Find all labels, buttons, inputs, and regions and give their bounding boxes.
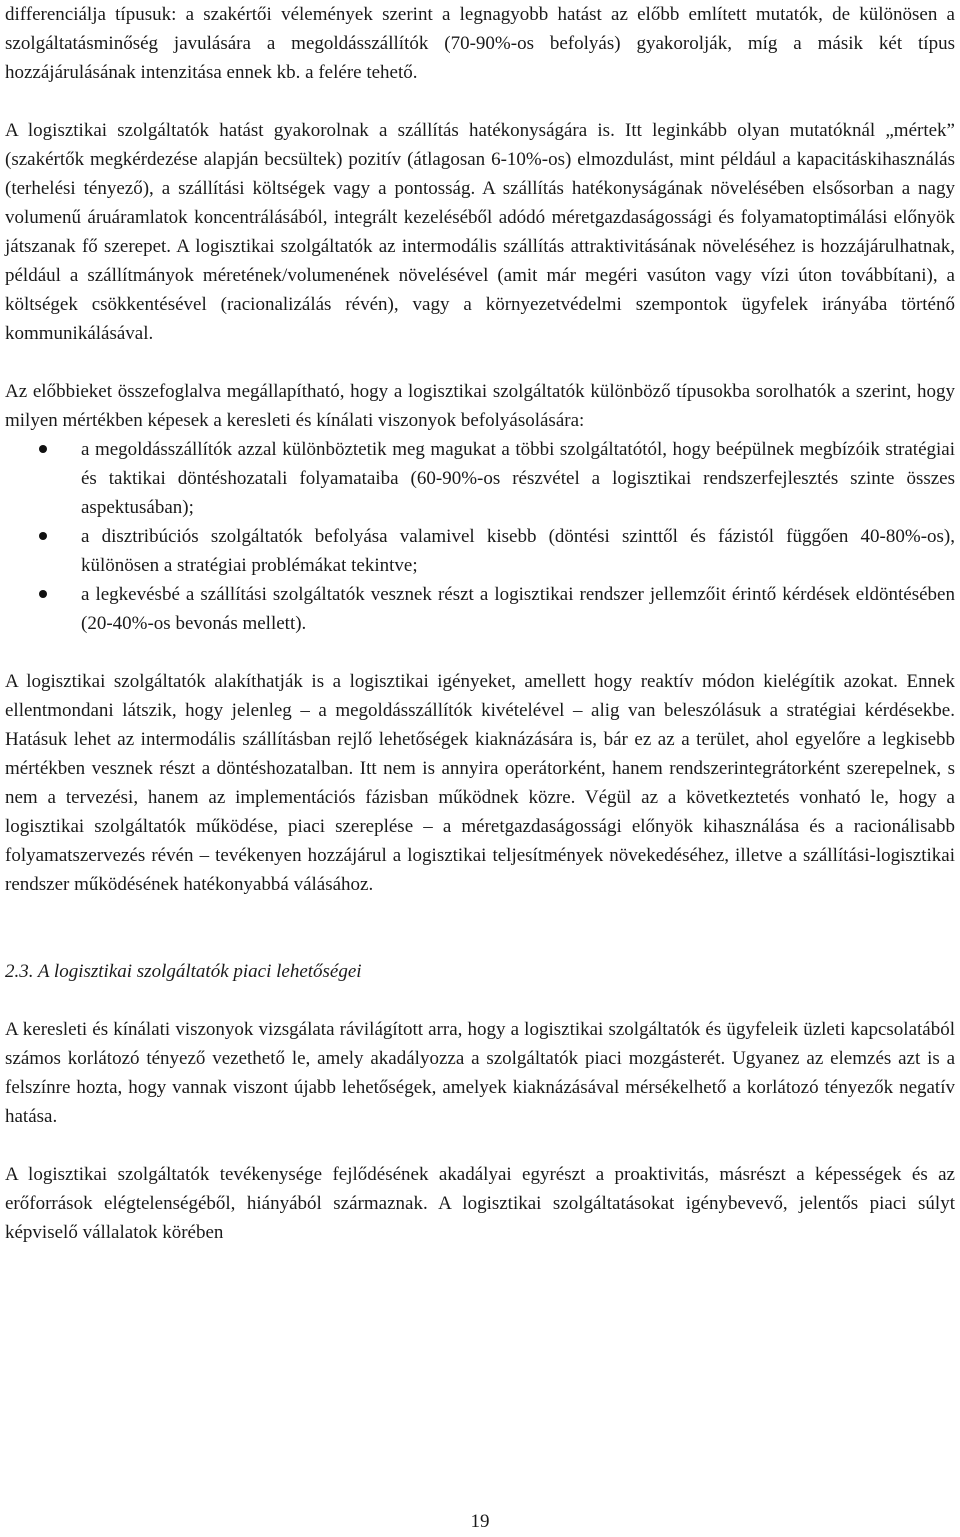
spacer bbox=[5, 638, 955, 667]
spacer bbox=[5, 1131, 955, 1160]
spacer bbox=[5, 986, 955, 1015]
spacer bbox=[5, 87, 955, 116]
page-number: 19 bbox=[470, 1511, 490, 1532]
spacer bbox=[5, 899, 955, 957]
bullet-text: a disztribúciós szolgáltatók befolyása valamivel kisebb (döntési szinttől és fázistól függően 40-80%-os), különösen a stratégiai problémákat tekintve; bbox=[81, 526, 955, 576]
bullet-icon bbox=[39, 445, 47, 453]
paragraph-shaping-demand: A logisztikai szolgáltatók alakíthatják is a logisztikai igényeket, amellett hogy reaktív módon kielégítik azokat. Ennek ellentmondani látszik, hogy jelenleg – a megoldásszállítók kivételével – alig van beleszólásuk a stratégiai kérdésekbe. Hatásuk lehet az intermodális szállításban rejlő lehetőségek kiaknázására is, bár ez az a terület, ahol egyelőre a legkisebb mértékben vesznek részt a döntéshozatalban. Itt nem is annyira operátorként, hanem rendszerintegrátorként szerepelnek, s nem a tervezési, hanem az implementációs fázisban működnek közre. Végül az a következtetés vonható le, hogy a logisztikai szolgáltatók működése, piaci szereplése – a méretgazdaságossági előnyök kihasználása és a racionálisabb folyamatszervezés révén – tevékenyen hozzájárul a logisztikai teljesítmények növekedéséhez, illetve a szállítási-logisztikai rendszer működésének hatékonyabbá válásához. bbox=[5, 671, 955, 895]
paragraph-development-obstacles: A logisztikai szolgáltatók tevékenysége fejlődésének akadályai egyrészt a proaktivitás, másrészt a képességek és az erőforrások elégtelenségéből, hiányából származnak. A logisztikai szolgáltatásokat igénybevevő, jelentős piaci súlyt képviselő vállalatok körében bbox=[5, 1164, 955, 1243]
bullet-icon bbox=[39, 532, 47, 540]
bullet-item bbox=[5, 435, 955, 522]
bullet-text: a legkevésbé a szállítási szolgáltatók vesznek részt a logisztikai rendszer jellemzőit érintő kérdések eldöntésében (20-40%-os bevonás mellett). bbox=[81, 584, 955, 634]
paragraph-summary-intro: Az előbbieket összefoglalva megállapítható, hogy a logisztikai szolgáltatók különböző típusokba sorolhatók a szerint, hogy milyen mértékben képesek a keresleti és kínálati viszonyok befolyásolására: bbox=[5, 381, 955, 431]
bullet-list bbox=[5, 435, 955, 638]
document-page bbox=[5, 0, 955, 1247]
spacer bbox=[5, 348, 955, 377]
section-heading: 2.3. A logisztikai szolgáltatók piaci lehetőségei bbox=[5, 961, 362, 982]
bullet-icon bbox=[39, 590, 47, 598]
paragraph-transport-efficiency: A logisztikai szolgáltatók hatást gyakorolnak a szállítás hatékonyságára is. Itt leginkább olyan mutatóknál „mértek” (szakértők megkérdezése alapján becsültek) pozitív (átlagosan 6-10%-os) elmozdulást, mint például a kapacitáskihasználás (terhelési tényező), a szállítási költségek vagy a pontosság. A szállítás hatékonyságának növelésében elsősorban a nagy volumenű áruáramlatok koncentrálásából, integrált kezeléséből adódó méretgazdaságossági és folyamatoptimálási előnyök játszanak fő szerepet. A logisztikai szolgáltatók az intermodális szállítás attraktivitásának növeléséhez is hozzájárulhatnak, például a szállítmányok méretének/volumenének növelésével (amit már megéri vasúton vagy vízi úton továbbítani), a költségek csökkentésével (racionalizálás révén), vagy a környezetvédelmi szempontok ügyfelek irányába történő kommunikálásával. bbox=[5, 120, 955, 344]
bullet-text: a megoldásszállítók azzal különböztetik meg magukat a többi szolgáltatótól, hogy beépülnek megbízóik stratégiai és taktikai döntéshozatali folyamataiba (60-90%-os részvétel a logisztikai rendszerfejlesztés szinte összes aspektusában); bbox=[81, 439, 955, 518]
bullet-item bbox=[5, 580, 955, 638]
paragraph-market-analysis: A keresleti és kínálati viszonyok vizsgálata rávilágított arra, hogy a logisztikai szolgáltatók és ügyfeleik üzleti kapcsolatából számos korlátozó tényező vezethető le, amely akadályozza a szolgáltatók piaci mozgásterét. Ugyanez az elemzés azt is a felszínre hozta, hogy vannak viszont újabb lehetőségek, amelyek kiaknázásával mérsékelhető a korlátozó tényezők negatív hatása. bbox=[5, 1019, 955, 1127]
paragraph-continuation: differenciálja típusuk: a szakértői vélemények szerint a legnagyobb hatást az előbb említett mutatók, de különösen a szolgáltatásminőség javulására a megoldásszállítók (70-90%-os befolyás) gyakorolják, míg a másik két típus hozzájárulásának intenzitása ennek kb. a felére tehető. bbox=[5, 4, 955, 83]
bullet-item bbox=[5, 522, 955, 580]
